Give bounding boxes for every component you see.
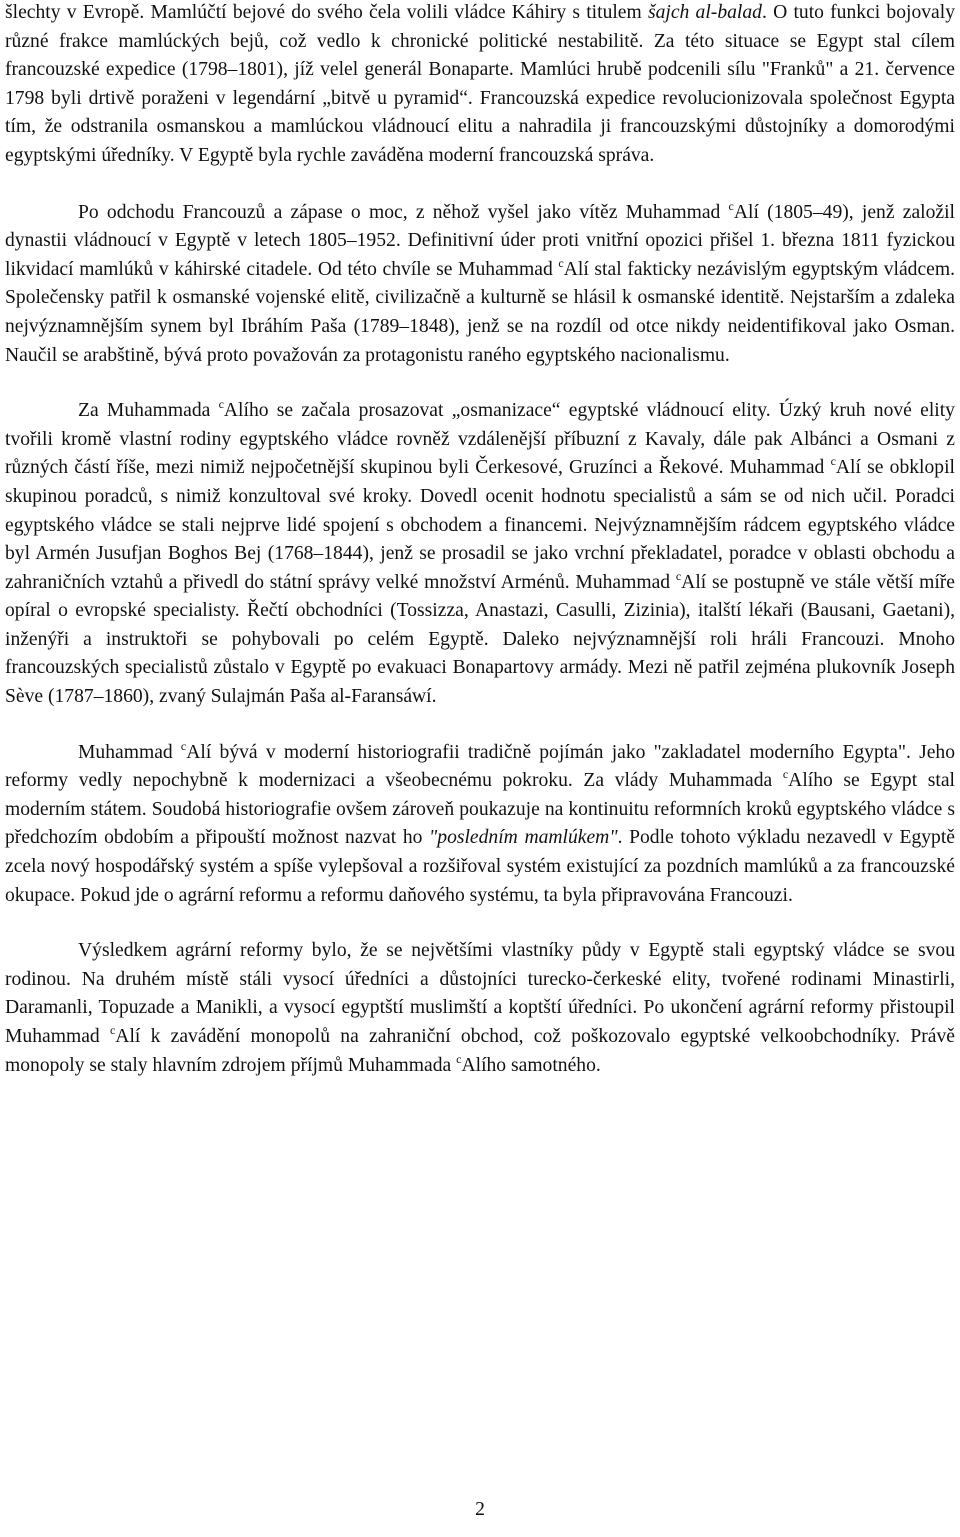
paragraph-1 — [5, 0, 955, 171]
superscript: c — [782, 767, 789, 782]
text-run: Alí k zavádění monopolů na zahraniční obchod, což poškozovalo egyptské velkoobchodníky. Právě monopoly se staly hlavním zdrojem příjmů Muhammada — [5, 1026, 955, 1076]
superscript: c — [218, 397, 224, 412]
text-run: . Podle tohoto výkladu nezavedl v Egyptě zcela nový hospodářský systém a spíše vylepšoval a rozšiřoval systém existující za pozdních mamlúků a za francouzské okupace. Pokud jde o agrární reformu a reformu daňového systému, ta byla připravována Francouzi. — [5, 827, 955, 906]
document-page — [5, 0, 955, 1080]
text-run: Alího samotného. — [461, 1054, 601, 1076]
text-run: Alí se obklopil skupinou poradců, s nimiž konzultoval své kroky. Dovedl ocenit hodnotu specialistů a sám se od nich učil. Poradci egyptského vládce se stali nejprve lidé spojení s obchodem a financemi. Nejvýznamnějším rádcem egyptského vládce byl Armén Jusufjan Boghos Bej (1768–1844), jenž se prosadil se jako vrchní překladatel, poradce v oblasti obchodu a zahraničních vztahů a přivedl do státní správy velké množství Arménů. Muhammad — [5, 457, 955, 593]
text-run: . O tuto funkci bojovaly různé frakce mamlúckých bejů, což vedlo k chronické politické nestabilitě. Za této situace se Egypt stal cílem francouzské expedice (1798–1801), jíž velel generál Bonaparte. Mamlúci hrubě podcenili sílu "Franků" a 21. července 1798 byli drtivě poraženi v legendární „bitvě u pyramid“. Francouzská expedice revolucionizovala společnost Egypta tím, že odstranila osmanskou a mamlúckou vládnoucí elitu a nahradila ji francouzskými důstojníky a domorodými egyptskými úředníky. V Egyptě byla rychle zaváděna moderní francouzská správa. — [5, 2, 955, 166]
superscript: c — [456, 1051, 462, 1066]
superscript: c — [728, 198, 734, 213]
text-run: šlechty v Evropě. Mamlúčtí bejové do svého čela volili vládce Káhiry s titulem — [5, 2, 648, 23]
superscript: c — [830, 454, 836, 469]
text-run: Po odchodu Francouzů a zápase o moc, z něhož vyšel jako vítěz Muhammad — [78, 201, 729, 223]
paragraph-4 — [5, 739, 955, 911]
page-number: 2 — [475, 1499, 485, 1520]
text-run: Za Muhammada — [78, 400, 219, 422]
italic-term: šajch al-balad — [647, 2, 762, 23]
superscript: c — [558, 255, 564, 270]
paragraph-3 — [5, 397, 955, 712]
paragraph-5 — [5, 937, 955, 1080]
text-run: Muhammad — [78, 741, 181, 763]
text-run: Alího se začala prosazovat „osmanizace“ egyptské vládnoucí elity. Úzký kruh nové elity tvořili kromě vlastní rodiny egyptského vládce rovněž vzdálenější příbuzní z Kavaly, dále pak Albánci a Osmani z různých částí říše, mezi nimiž nejpočetnější skupinou byli Čerkesové, Gruzínci a Řekové. Muhammad — [5, 400, 955, 479]
superscript: c — [675, 568, 682, 583]
italic-quote: "posledním mamlúkem" — [429, 827, 618, 849]
superscript: c — [109, 1023, 116, 1037]
text-run: Alího se Egypt stal moderním státem. Soudobá historiografie ovšem zároveň poukazuje na kontinuitu reformních kroků egyptského vládce s předchozím obdobím a připouští možnost nazvat ho — [5, 770, 955, 849]
text-run: Alí bývá v moderní historiografii tradičně pojímán jako "zakladatel moderního Egypta". Jeho reformy vedly nepochybně k modernizaci a všeobecnému pokroku. Za vlády Muhammada — [5, 741, 955, 792]
superscript: c — [180, 738, 187, 753]
text-run: Výsledkem agrární reformy bylo, že se největšími vlastníky půdy v Egyptě stali egyptský vládce se svou rodinou. Na druhém místě stáli vysocí úředníci a důstojníci turecko-čerkeské elity, tvořené rodinami Minastirli, Daramanli, Topuzade a Manikli, a vysocí egyptští muslimští a koptští úředníci. Po ukončení agrární reformy přistoupil Muhammad — [5, 940, 955, 1047]
text-run: Alí se postupně ve stále větší míře opíral o evropské specialisty. Řečtí obchodníci (Tossizza, Anastazi, Casulli, Zizinia), italští lékaři (Bausani, Gaetani), inženýři a instruktoři se pohybovali po celém Egyptě. Daleko nejvýznamnější roli hráli Francouzi. Mnoho francouzských specialistů zůstalo v Egyptě po evakuaci Bonapartovy armády. Mezi ně patřil zejména plukovník Joseph Sève (1787–1860), zvaný Sulajmán Paša al-Faransáwí. — [5, 571, 955, 708]
text-run: Alí (1805–49), jenž založil dynastii vládnoucí v Egyptě v letech 1805–1952. Definitivní úder proti vnitřní opozici přišel 1. března 1811 fyzickou likvidací mamlúků v káhirské citadele. Od této chvíle se Muhammad — [5, 201, 955, 280]
paragraph-2 — [5, 199, 955, 371]
text-run: Alí stal fakticky nezávislým egyptským vládcem. Společensky patřil k osmanské vojenské elitě, civilizačně a kulturně se hlásil k osmanské identitě. Nejstarším a zdaleka nejvýznamnějším synem byl Ibráhím Paša (1789–1848), jenž se na rozdíl od otce nikdy neidentifikoval jako Osman. Naučil se arabštině, bývá proto považován za protagonistu raného egyptského nacionalismu. — [5, 258, 955, 366]
